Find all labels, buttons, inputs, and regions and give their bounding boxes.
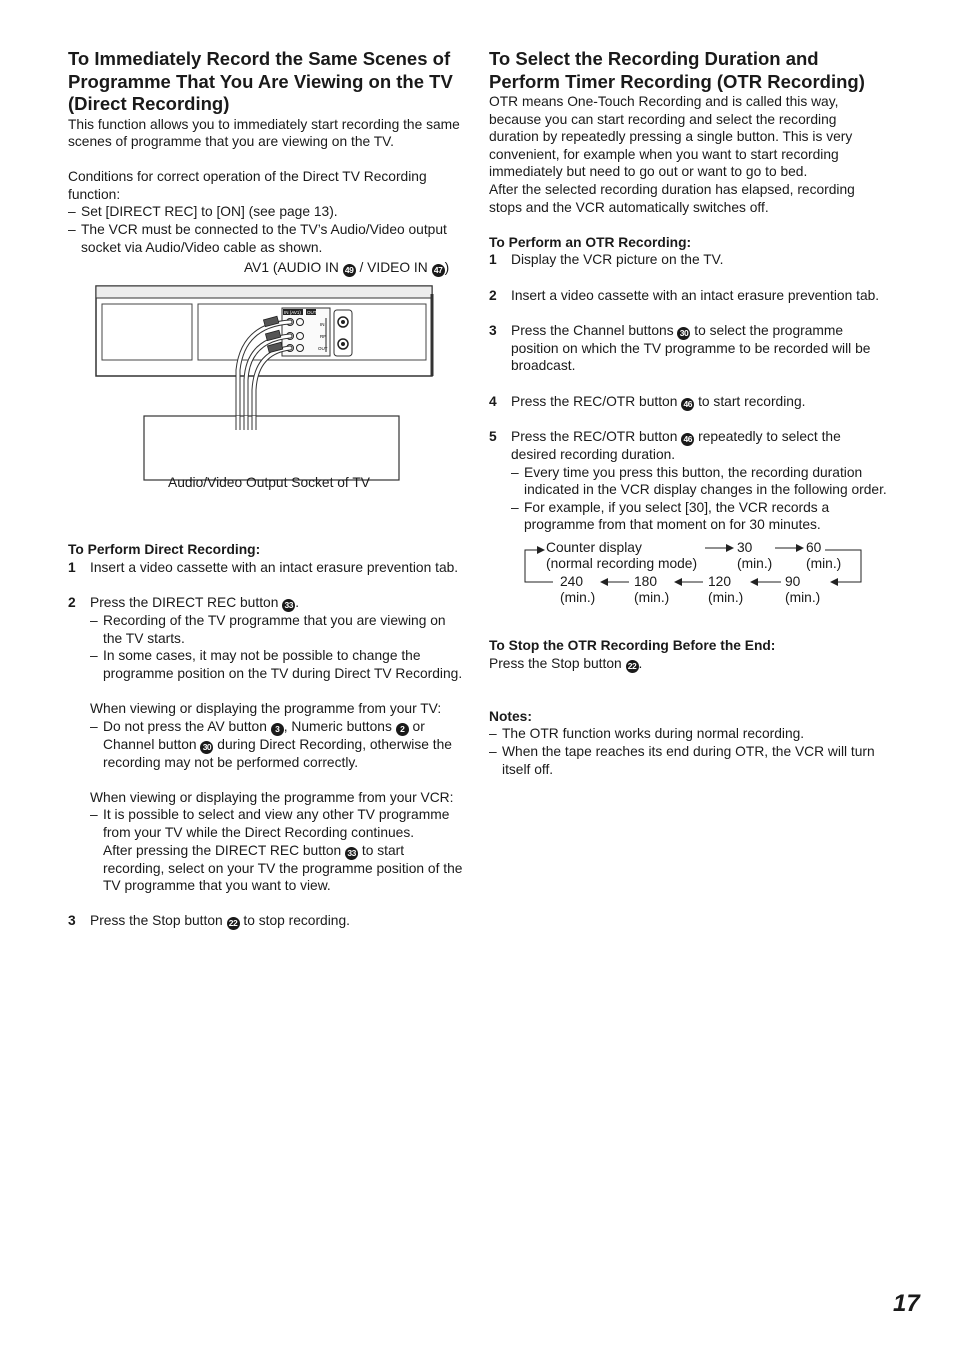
button-number-badge: 33: [345, 847, 358, 860]
otr-recording-title: To Select the Recording Duration and Perform Timer Recording (OTR Recording): [489, 48, 865, 92]
condition-item: – Set [DIRECT REC] to [ON] (see page 13).: [68, 204, 338, 220]
step-3: 3 Press the Stop button 22 to stop recording.: [68, 913, 350, 929]
otr-60-label: 60 (min.): [806, 540, 842, 572]
otr-120-label: 120 (min.): [708, 574, 744, 606]
notes-heading: Notes:: [489, 708, 532, 724]
connection-diagram: [68, 262, 466, 522]
counter-display-label: Counter display (normal recording mode): [546, 540, 698, 572]
step-1: 1 Insert a video cassette with an intact erasure prevention tab.: [68, 559, 459, 575]
step-note: – Every time you press this button, the recording duration indicated in the VCR display changes in the following order.: [511, 464, 887, 498]
otr-step-4: 4 Press the REC/OTR button 46 to start recording.: [489, 393, 806, 409]
rf-out-label: OUT: [318, 346, 328, 352]
vcr-view-intro: When viewing or displaying the programme from your VCR:: [90, 789, 454, 805]
direct-recording-intro: This function allows you to immediately start recording the same scenes of programme that you are viewing on the TV.: [68, 116, 460, 150]
otr-30-label: 30 (min.): [737, 540, 773, 572]
condition-item: – The VCR must be connected to the TV’s Audio/Video output socket via Audio/Video cable as shown.: [68, 222, 447, 255]
button-number-badge: 30: [200, 741, 213, 754]
tv-view-note: – Do not press the AV button 3 , Numeric buttons 2 or Channel button 30 during Direct Recording, otherwise the recording may not be performed correctly.: [90, 718, 452, 770]
stop-otr-text: Press the Stop button 22 .: [489, 655, 643, 671]
note-item: – The OTR function works during normal recording.: [489, 726, 805, 742]
otr-cycle-diagram: [489, 540, 887, 620]
tv-view-intro: When viewing or displaying the programme from your TV:: [90, 701, 442, 716]
direct-recording-heading: To Perform Direct Recording:: [68, 542, 261, 558]
step-2: 2 Press the DIRECT REC button 33 .: [68, 595, 300, 611]
button-number-badge: 46: [681, 433, 694, 446]
left-column: [68, 48, 466, 930]
direct-recording-title: To Immediately Record the Same Scenes of Programme That You Are Viewing on the TV (Direct Recording): [68, 48, 453, 114]
vcr-view-note: – It is possible to select and view any other TV programme from your TV while the Direct Recording continues. After pressing the DIRECT REC button 33 to start recording, select on your TV the programme position of the TV programme that you want to view.: [90, 807, 463, 894]
button-number-badge: 22: [227, 917, 240, 930]
otr-intro: OTR means One-Touch Recording and is called this way, because you can start recording and select the recording duration by repeatedly pressing a single button. This is very convenient, for example when you want to start recording immediately but need to go out or want to go to bed.: [489, 94, 853, 180]
panel-out-label: OUT: [307, 310, 317, 316]
step-note: – Recording of the TV programme that you are viewing on the TV starts.: [90, 613, 446, 646]
button-number-badge: 49: [343, 264, 356, 277]
otr-step-5: 5 Press the REC/OTR button 46 repeatedly to select the desired recording duration.: [489, 429, 841, 463]
button-number-badge: 46: [681, 398, 694, 411]
otr-intro-2: After the selected recording duration has elapsed, recording stops and the VCR automatically switches off.: [489, 181, 855, 215]
otr-180-label: 180 (min.): [634, 574, 670, 606]
button-number-badge: 47: [432, 264, 445, 277]
note-item: – When the tape reaches its end during OTR, the VCR will turn itself off.: [489, 744, 875, 777]
conditions-intro: Conditions for correct operation of the Direct TV Recording function:: [68, 169, 427, 202]
rf-label: RF: [320, 334, 326, 340]
rf-in-label: IN: [320, 322, 325, 328]
button-number-badge: 33: [282, 599, 295, 612]
otr-90-label: 90 (min.): [785, 574, 821, 606]
button-number-badge: 2: [396, 723, 409, 736]
otr-step-2: 2 Insert a video cassette with an intact erasure prevention tab.: [489, 287, 880, 303]
step-note: – For example, if you select [30], the VCR records a programme from that moment on for 30 minutes.: [511, 499, 830, 533]
otr-heading: To Perform an OTR Recording:: [489, 234, 692, 250]
button-number-badge: 22: [626, 660, 639, 673]
vcr-rear-panel-illustration: [68, 280, 468, 490]
av1-label: AV1 (AUDIO IN 49 / VIDEO IN 47 ): [244, 260, 450, 276]
panel-in-label: IN (AV1): [284, 310, 301, 316]
button-number-badge: 30: [677, 327, 690, 340]
step-note: – In some cases, it may not be possible to change the programme position on the TV during Direct TV Recording.: [90, 648, 463, 681]
tv-socket-label: Audio/Video Output Socket of TV: [168, 475, 370, 491]
stop-otr-heading: To Stop the OTR Recording Before the End:: [489, 638, 776, 654]
otr-step-3: 3 Press the Channel buttons 30 to select the programme position on which the TV programme to be recorded will be broadcast.: [489, 322, 871, 374]
otr-240-label: 240 (min.): [560, 574, 596, 606]
right-column: [489, 48, 887, 778]
otr-step-1: 1 Display the VCR picture on the TV.: [489, 252, 724, 268]
button-number-badge: 3: [271, 723, 284, 736]
page-number: 17: [893, 1290, 920, 1317]
